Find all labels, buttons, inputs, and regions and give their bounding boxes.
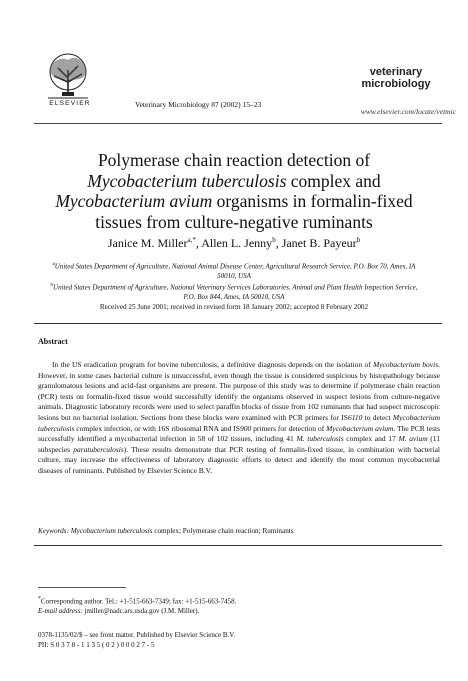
abstract-text: complex and 17 — [343, 434, 399, 444]
journal-header — [0, 0, 468, 126]
pii-line: PII: S 0 3 7 8 - 1 1 3 5 ( 0 2 ) 0 0 0 2 7 - 5 — [38, 640, 155, 649]
header-divider — [34, 123, 442, 124]
author-list: Janice M. Miller$^{a,*}$, Allen L. Jenny$^b$, Janet B. Payeur$^b$ — [107, 236, 361, 250]
corresponding-author — [38, 595, 440, 607]
corresponding-text: Corresponding author. Tel.: +1-515-663-7349; fax: +1-515-663-7458. — [40, 597, 237, 606]
brand-line1: veterinary — [369, 66, 423, 78]
journal-url: www.elsevier.com/locate/vetmic — [360, 107, 456, 116]
affiliation-b — [48, 281, 420, 302]
email-label: E-mail address: — [38, 606, 83, 615]
abstract-top-divider — [34, 323, 442, 324]
abstract-bottom-divider — [34, 545, 442, 546]
abstract-text: (11 subspecies — [38, 434, 440, 454]
affiliation-text: United States Department of Agriculture, National Animal Disease Center, Agricultural Research Service, P.O. Box 70, Ames, IA 50010, USA — [54, 262, 416, 280]
affiliations — [48, 260, 420, 303]
asterisk-mark: * — [38, 596, 41, 602]
abstract-text: to detect — [362, 412, 393, 422]
abstract-italic: Mycobacterium tuberculosis — [38, 412, 440, 433]
author-name: Janice M. Miller — [107, 236, 188, 250]
keyword-italic: Mycobacterium tuberculosis — [70, 527, 153, 535]
elsevier-tree-logo — [40, 52, 96, 102]
received-dates: Received 25 June 2001; received in revised form 18 January 2002; accepted 8 February 2002 — [99, 303, 369, 311]
author-name: Allen L. Jenny — [201, 236, 273, 250]
email-line — [38, 607, 440, 617]
abstract-text: ). These results demonstrate that PCR testing of formalin-fixed tissue, in combination with bacterial culture, may increase the effectiveness of laboratory diagnostic efforts to detect and identify the most common mycobacterial diseases of ruminants. Published by Elsevier Science B.V. — [38, 444, 440, 475]
abstract-italic: Mycobacterium bovis — [372, 360, 439, 369]
publisher-name: ELSEVIER — [49, 100, 91, 107]
abstract-heading: Abstract — [38, 337, 68, 346]
abstract-text: . However, in some cases bacterial culture is unsuccessful, even though the tissue is considered suspicious by histopathology because granulomatous lesions and acid-fast organisms are present. The purpose of this study was to determine if polymerase chain reaction (PCR) tests on formalin-fixed tissue would successfully identify the organisms observed in suspect lesions from culture-negative animals. Diagnostic laboratory records were used to select paraffin blocks of tissue from 102 ruminants that had suspect microscopic lesions but no bacterial isolation. Sections from these blocks were examined with PCR primers for IS — [38, 360, 440, 422]
author-name: Janet B. Payeur — [281, 236, 357, 250]
title-part: Polymerase chain reaction detection of — [97, 150, 371, 170]
issn-block — [38, 631, 440, 650]
journal-citation: Veterinary Microbiology 87 (2002) 15–23 — [135, 100, 262, 109]
affiliation-sup: a — [52, 262, 55, 267]
affiliation-text: United States Department of Agriculture, National Veterinary Services Laboratories, Animal and Plant Health Inspection Service, P.O. Box 844, Ames, IA 50010, USA — [53, 283, 418, 302]
abstract-italic: 6110 — [347, 412, 363, 422]
author-sup: b — [356, 236, 361, 244]
abstract-text: complex infection, or with 16S ribosomal RNA and IS — [74, 423, 240, 433]
footnote-divider — [38, 587, 126, 588]
article-title — [40, 150, 428, 232]
affiliation-a — [48, 260, 420, 281]
abstract-text: primers for detection of — [251, 423, 327, 433]
journal-brand — [352, 66, 440, 90]
keywords-label: Keywords: — [38, 527, 69, 535]
abstract-italic: 900 — [239, 423, 252, 433]
title-part: Mycobacterium tuberculosis — [87, 170, 287, 191]
email-value[interactable]: jmiller@nadc.ars.usda.gov (J.M. Miller). — [82, 606, 200, 615]
affiliation-sup: b — [50, 283, 54, 289]
abstract-italic: M. avium — [398, 434, 428, 444]
title-part: complex and — [286, 170, 381, 191]
abstract-body — [38, 360, 440, 477]
title-part: Mycobacterium avium — [55, 191, 213, 211]
abstract-italic: paratuberculosis — [73, 444, 124, 454]
keywords — [38, 527, 440, 535]
keywords-rest: complex; Polymerase chain reaction; Ruminants — [152, 527, 294, 535]
issn-line: 0378-1135/02/$ – see front matter. Published by Elsevier Science B.V. — [38, 631, 236, 639]
brand-line2: microbiology — [361, 78, 431, 90]
footnotes — [38, 595, 440, 617]
abstract-text: In the US eradication program for bovine tuberculosis, a definitive diagnosis depends on the isolation of — [52, 360, 373, 369]
abstract-italic: Mycobacterium avium — [326, 423, 394, 433]
abstract-text: . The PCR tests successfully identified a mycobacterial infection in 58 of 102 tissues, including 41 — [38, 423, 441, 444]
title-part: organisms in formalin-fixed tissues from culture-negative ruminants — [95, 191, 413, 232]
abstract-italic: M. tuberculosis — [296, 434, 344, 444]
author-sup: b — [272, 236, 276, 244]
author-sup: a,* — [187, 236, 196, 244]
